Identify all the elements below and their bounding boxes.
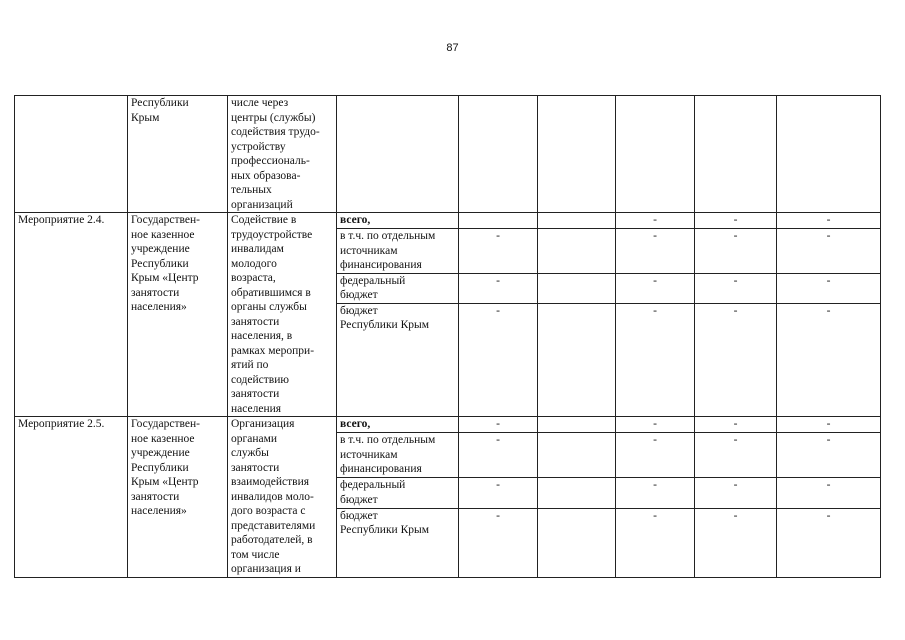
value-cell xyxy=(538,229,616,274)
page-number: 87 xyxy=(446,42,459,54)
value-cell: - xyxy=(616,508,695,577)
value-cell: - xyxy=(616,433,695,478)
value-cell: - xyxy=(777,433,881,478)
value-cell xyxy=(777,96,881,213)
table-row xyxy=(15,213,881,229)
value-cell: - xyxy=(459,433,538,478)
value-cell: - xyxy=(777,273,881,303)
event-number-cell: Мероприятие 2.4. xyxy=(15,213,128,417)
event-description-cell: числе через центры (службы) содействия трудо- устройству профессиональ- ных образова- тельных организаций xyxy=(228,96,337,213)
value-cell xyxy=(538,478,616,508)
value-cell: - xyxy=(777,303,881,416)
value-cell xyxy=(538,433,616,478)
source-cell: всего, xyxy=(337,213,459,229)
value-cell: - xyxy=(616,229,695,274)
financing-table xyxy=(14,95,881,578)
event-description-cell: Организация органами службы занятости взаимодействия инвалидов моло- дого возраста с представителями работодателей, в том числе организация и xyxy=(228,417,337,578)
value-cell: - xyxy=(695,433,777,478)
value-cell: - xyxy=(695,303,777,416)
continuation-row xyxy=(15,96,881,213)
source-cell: бюджет Республики Крым xyxy=(337,303,459,416)
value-cell: - xyxy=(695,213,777,229)
source-cell xyxy=(337,96,459,213)
event-number-cell xyxy=(15,96,128,213)
value-cell: - xyxy=(695,478,777,508)
source-cell: всего, xyxy=(337,417,459,433)
table-row xyxy=(15,417,881,433)
source-cell: в т.ч. по отдельным источникам финансирования xyxy=(337,433,459,478)
source-cell: федеральный бюджет xyxy=(337,478,459,508)
value-cell xyxy=(459,96,538,213)
value-cell: - xyxy=(777,213,881,229)
value-cell xyxy=(538,303,616,416)
value-cell xyxy=(538,417,616,433)
source-cell: федеральный бюджет xyxy=(337,273,459,303)
value-cell: - xyxy=(459,303,538,416)
value-cell: - xyxy=(777,508,881,577)
value-cell xyxy=(538,96,616,213)
value-cell xyxy=(459,213,538,229)
value-cell: - xyxy=(459,417,538,433)
executor-cell: Государствен- ное казенное учреждение Республики Крым «Центр занятости населения» xyxy=(128,417,228,578)
value-cell: - xyxy=(777,417,881,433)
value-cell: - xyxy=(616,417,695,433)
value-cell: - xyxy=(777,229,881,274)
value-cell: - xyxy=(459,273,538,303)
value-cell: - xyxy=(459,229,538,274)
value-cell: - xyxy=(616,478,695,508)
value-cell: - xyxy=(616,303,695,416)
value-cell: - xyxy=(459,508,538,577)
value-cell: - xyxy=(695,229,777,274)
value-cell xyxy=(616,96,695,213)
value-cell: - xyxy=(695,508,777,577)
event-description-cell: Содействие в трудоустройстве инвалидам молодого возраста, обратившимся в органы службы занятости населения, в рамках меропри- ятий по содействию занятости населения xyxy=(228,213,337,417)
value-cell xyxy=(695,96,777,213)
source-cell: бюджет Республики Крым xyxy=(337,508,459,577)
value-cell: - xyxy=(616,213,695,229)
value-cell: - xyxy=(695,273,777,303)
value-cell: - xyxy=(777,478,881,508)
value-cell: - xyxy=(459,478,538,508)
executor-cell: Государствен- ное казенное учреждение Республики Крым «Центр занятости населения» xyxy=(128,213,228,417)
value-cell xyxy=(538,273,616,303)
value-cell xyxy=(538,213,616,229)
source-cell: в т.ч. по отдельным источникам финансирования xyxy=(337,229,459,274)
event-number-cell: Мероприятие 2.5. xyxy=(15,417,128,578)
value-cell: - xyxy=(695,417,777,433)
value-cell: - xyxy=(616,273,695,303)
executor-cell: Республики Крым xyxy=(128,96,228,213)
value-cell xyxy=(538,508,616,577)
